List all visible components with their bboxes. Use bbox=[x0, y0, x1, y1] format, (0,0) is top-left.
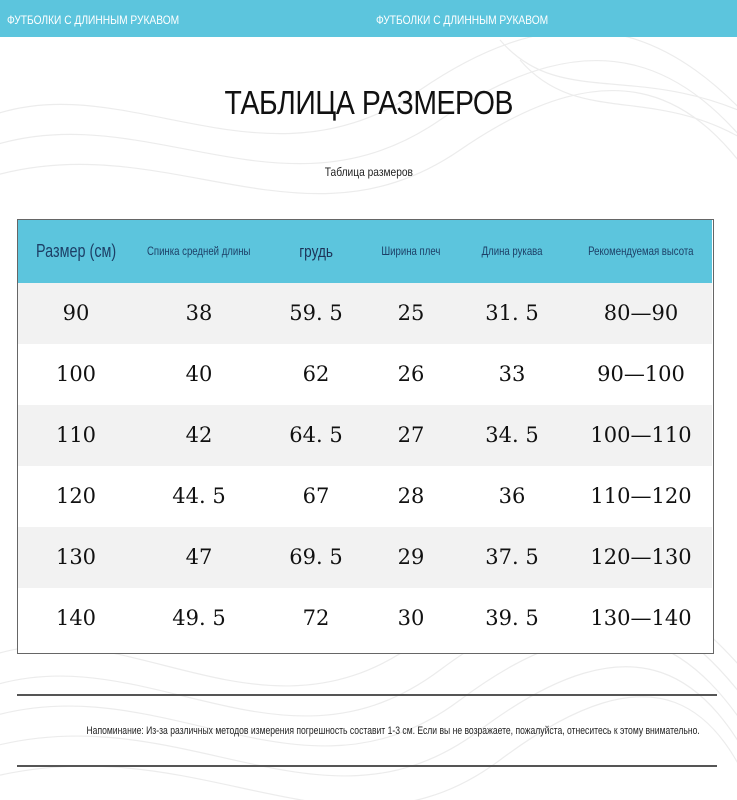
table-cell: 140 bbox=[55, 606, 97, 630]
banner-left-label: ФУТБОЛКИ С ДЛИННЫМ РУКАВОМ bbox=[7, 13, 180, 27]
table-cell: 28 bbox=[397, 484, 425, 508]
table-cell: 72 bbox=[302, 606, 330, 630]
table-cell: 80—90 bbox=[603, 301, 679, 325]
table-cell: 42 bbox=[185, 423, 213, 447]
table-cell: 110—120 bbox=[590, 484, 692, 508]
table-cell: 30 bbox=[397, 606, 425, 630]
table-cell: 100 bbox=[55, 362, 97, 386]
column-header-size: Размер (см) bbox=[35, 241, 117, 261]
table-cell: 59. 5 bbox=[289, 301, 343, 325]
table-cell: 67 bbox=[302, 484, 330, 508]
table-cell: 110 bbox=[55, 423, 97, 447]
table-row bbox=[18, 344, 712, 405]
page-title bbox=[0, 84, 737, 122]
banner-center-label: ФУТБОЛКИ С ДЛИННЫМ РУКАВОМ bbox=[376, 13, 549, 27]
column-header-recommended-height: Рекомендуемая высота bbox=[588, 244, 694, 258]
table-cell: 100—110 bbox=[590, 423, 692, 447]
table-cell: 37. 5 bbox=[485, 545, 539, 569]
table-cell: 36 bbox=[498, 484, 526, 508]
column-header-sleeve-length: Длина рукава bbox=[481, 244, 543, 258]
table-cell: 44. 5 bbox=[172, 484, 226, 508]
table-row bbox=[18, 527, 712, 588]
table-row bbox=[18, 283, 712, 344]
table-cell: 47 bbox=[185, 545, 213, 569]
table-cell: 27 bbox=[397, 423, 425, 447]
column-header-chest: грудь bbox=[299, 242, 333, 261]
table-cell: 62 bbox=[302, 362, 330, 386]
table-cell: 33 bbox=[498, 362, 526, 386]
table-row bbox=[18, 405, 712, 466]
table-cell: 130 bbox=[55, 545, 97, 569]
column-header-shoulder-width: Ширина плеч bbox=[381, 244, 441, 258]
table-cell: 130—140 bbox=[590, 606, 692, 630]
divider-top bbox=[17, 694, 717, 696]
table-row bbox=[18, 466, 712, 527]
table-cell: 29 bbox=[397, 545, 425, 569]
table-cell: 26 bbox=[397, 362, 425, 386]
top-banner bbox=[0, 0, 737, 37]
table-cell: 69. 5 bbox=[289, 545, 343, 569]
table-cell: 39. 5 bbox=[485, 606, 539, 630]
column-header-back-length: Спинка средней длины bbox=[147, 244, 251, 258]
table-subtitle bbox=[0, 165, 737, 179]
table-cell: 120 bbox=[55, 484, 97, 508]
table-cell: 31. 5 bbox=[485, 301, 539, 325]
table-cell: 64. 5 bbox=[289, 423, 343, 447]
measurement-note-text: Напоминание: Из-за различных методов измерения погрешность составит 1-3 см. Если вы не возражаете, пожалуйста, отнеситесь к этому внимательно. bbox=[86, 725, 700, 737]
table-cell: 25 bbox=[397, 301, 425, 325]
table-cell: 90—100 bbox=[597, 362, 685, 386]
table-cell: 120—130 bbox=[590, 545, 692, 569]
divider-bottom bbox=[17, 765, 717, 767]
page-title-text: ТАБЛИЦА РАЗМЕРОВ bbox=[224, 84, 513, 121]
table-cell: 49. 5 bbox=[172, 606, 226, 630]
size-table-header bbox=[18, 220, 712, 283]
table-subtitle-text: Таблица размеров bbox=[324, 165, 413, 179]
measurement-note bbox=[0, 725, 737, 737]
table-cell: 40 bbox=[185, 362, 213, 386]
table-cell: 34. 5 bbox=[485, 423, 539, 447]
size-table bbox=[17, 219, 714, 654]
table-cell: 38 bbox=[185, 301, 213, 325]
table-row bbox=[18, 588, 712, 649]
table-cell: 90 bbox=[62, 301, 90, 325]
